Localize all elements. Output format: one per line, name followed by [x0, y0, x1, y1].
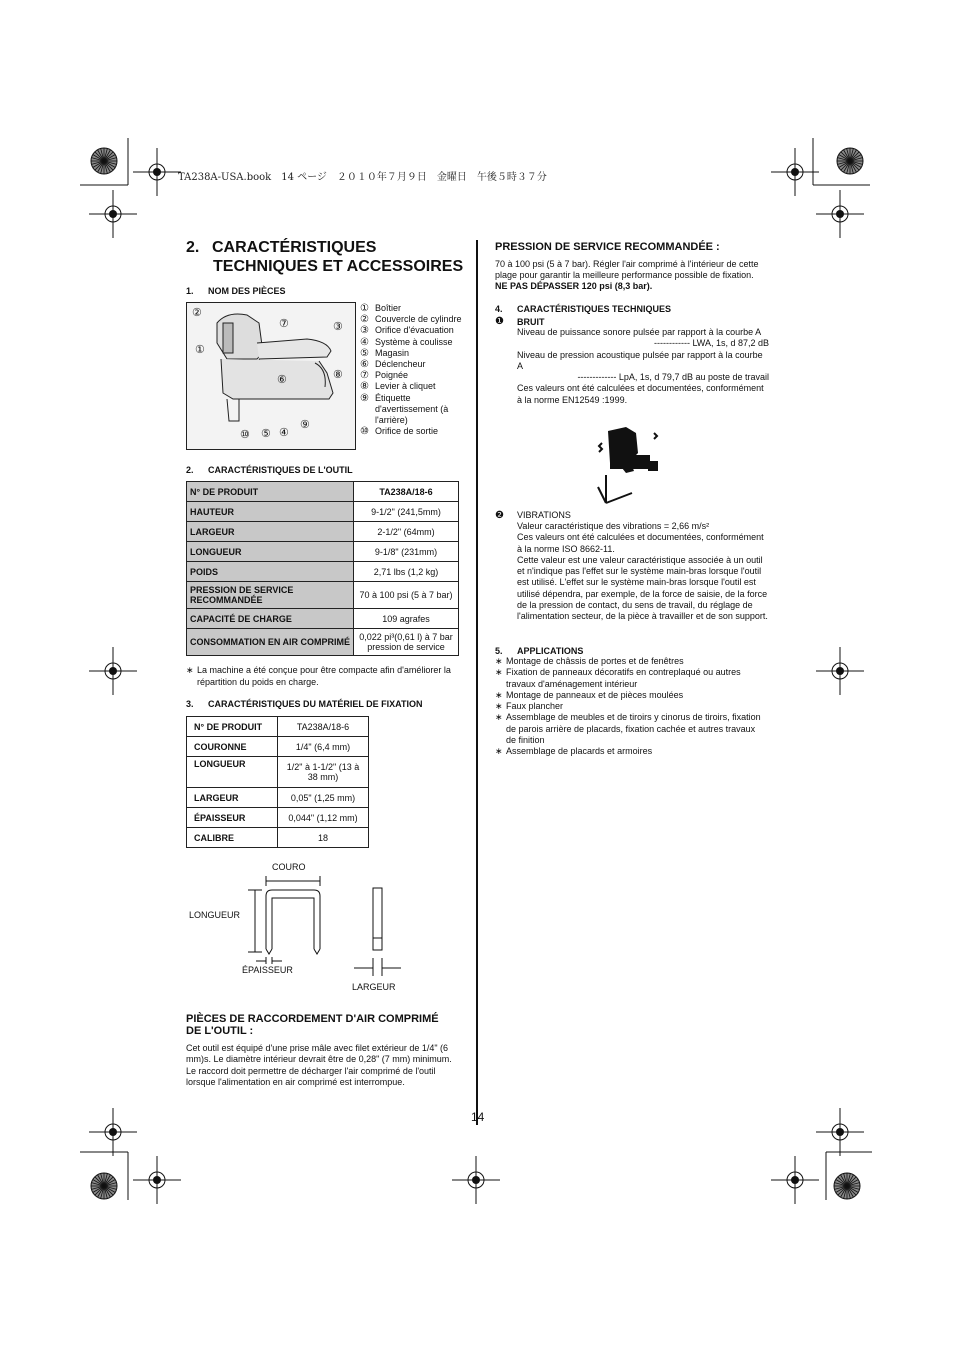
callout-4: ④: [279, 427, 289, 439]
spec-key: COURONNE: [187, 737, 278, 757]
table-row: [187, 542, 459, 562]
item-number: ④: [360, 336, 369, 348]
noise-title: BRUIT: [517, 317, 545, 327]
tech-heading-num: 4.: [495, 304, 503, 314]
item-label: Couvercle de cylindre: [375, 314, 462, 325]
list-item: [360, 426, 470, 437]
callout-7: ⑦: [279, 318, 289, 330]
tool-note: [186, 665, 466, 688]
spec-key: CALIBRE: [187, 828, 278, 848]
staple-diagram: [186, 858, 446, 998]
callout-9: ⑨: [300, 419, 310, 431]
callout-5: ⑤: [261, 428, 271, 440]
callout-2: ②: [192, 307, 202, 319]
column-divider: [476, 240, 478, 1125]
table-row: [187, 788, 369, 808]
list-item: [495, 712, 767, 746]
list-item: [360, 359, 470, 370]
spec-key: LARGEUR: [187, 522, 354, 542]
pressure-warning: NE PAS DÉPASSER 120 psi (8,3 bar).: [495, 281, 653, 291]
noise-line: Niveau de puissance sonore pulsée par rapport à la courbe A: [517, 327, 762, 337]
bullet: ∗: [495, 712, 503, 723]
tool-specs-heading: [186, 465, 353, 475]
connection-title: PIÈCES DE RACCORDEMENT D'AIR COMPRIMÉ DE L'OUTIL :: [186, 1013, 439, 1037]
staple-drawing: [186, 858, 446, 998]
bullet: ∗: [495, 746, 503, 757]
bullet: ∗: [495, 656, 503, 666]
list-item: [360, 337, 470, 348]
spec-key: HAUTEUR: [187, 502, 354, 522]
list-item: [495, 667, 767, 690]
vibration-mark: ❷: [495, 510, 504, 521]
crosshair-icon: [816, 647, 864, 695]
callout-10: ⑩: [240, 429, 250, 441]
table-row: [187, 629, 459, 656]
item-text: Assemblage de meubles et de tiroirs y cinorus de tiroirs, fixation de parois arrière de placards, fixation cachée et autres travaux de finition: [506, 712, 761, 746]
spec-key: PRESSION DE SERVICE RECOMMANDÉE: [187, 582, 354, 609]
item-number: ⑩: [360, 426, 369, 438]
spec-value: TA238A/18-6: [354, 482, 459, 502]
item-number: ⑧: [360, 381, 369, 393]
item-label: Poignée: [375, 370, 409, 381]
longueur-label: LONGUEUR: [189, 910, 241, 920]
vibration-line: Cette valeur est une valeur caractéristique associée à un outil et n'indique pas l'effet sur le système main-bras lorsque l'outil est utilisé. L'effet sur le système main-bras lorsque l'outil est utilisé dépendra, par exemple, de la force de saisie, de la force de la pression de contact, du sens de travail, du réglage de l'alimentation secteur, de la pièce à travailler et de son support.: [517, 554, 768, 622]
item-number: ⑤: [360, 347, 369, 359]
crosshair-icon: [816, 190, 864, 238]
item-text: Fixation de panneaux décoratifs en contreplaqué ou autres travaux d'aménagement intérieur: [506, 667, 741, 689]
table-row: [187, 582, 459, 609]
vibration-line: Ces valeurs ont été calculées et documentées, conformément à la norme ISO 8662-11.: [517, 532, 764, 554]
crosshair-icon: [133, 1156, 181, 1204]
parts-list: [360, 303, 470, 437]
table-row: [187, 522, 459, 542]
spec-key: CONSOMMATION EN AIR COMPRIMÉ: [187, 629, 354, 656]
vibration-title: VIBRATIONS: [517, 510, 571, 520]
spec-value: 1/4" (6,4 mm): [278, 737, 369, 757]
bullet: ∗: [495, 701, 503, 712]
section-title: [186, 238, 476, 276]
spec-value: 9-1/2" (241,5mm): [354, 502, 459, 522]
pressure-text: 70 à 100 psi (5 à 7 bar). Régler l'air comprimé à l'intérieur de cette plage pour garantir la meilleure performance possible de fixation.: [495, 259, 759, 281]
list-item: [495, 746, 767, 757]
pressure-title: PRESSION DE SERVICE RECOMMANDÉE :: [495, 241, 720, 253]
crosshair-icon: [89, 190, 137, 238]
fastener-heading-text: CARACTÉRISTIQUES DU MATÉRIEL DE FIXATION: [208, 699, 423, 709]
couro-label: COURO: [272, 862, 306, 872]
item-number: ②: [360, 314, 369, 326]
note-bullet: ∗: [186, 665, 194, 675]
spec-value: TA238A/18-6: [278, 717, 369, 737]
section-title-line1: CARACTÉRISTIQUES: [212, 239, 377, 256]
item-text: Faux plancher: [506, 701, 564, 712]
page-number: 14: [471, 1110, 485, 1124]
parts-heading-num: 1.: [186, 286, 194, 296]
section-title-line2: TECHNIQUES ET ACCESSOIRES: [213, 258, 464, 275]
fastener-table: [186, 716, 369, 848]
epaisseur-label: ÉPAISSEUR: [242, 965, 293, 975]
applications-list: [495, 656, 767, 758]
item-number: ①: [360, 303, 369, 314]
noise-block: [517, 327, 769, 406]
spec-value: 0,05" (1,25 mm): [278, 788, 369, 808]
vibration-block: [517, 521, 769, 623]
spec-key: LONGUEUR: [187, 542, 354, 562]
tech-heading-text: CARACTÉRISTIQUES TECHNIQUES: [517, 304, 672, 314]
table-row: [187, 609, 459, 629]
spec-key: POIDS: [187, 562, 354, 582]
tech-heading: [495, 304, 671, 314]
applications-heading-text: APPLICATIONS: [517, 646, 584, 656]
table-row: [187, 808, 369, 828]
spec-key: N° DE PRODUIT: [187, 717, 278, 737]
note-text: La machine a été conçue pour être compacte afin d'améliorer la répartition du poids en charge.: [197, 665, 451, 687]
table-row: [187, 717, 369, 737]
spec-key: ÉPAISSEUR: [187, 808, 278, 828]
item-number: ⑨: [360, 392, 369, 404]
spec-key: CAPACITÉ DE CHARGE: [187, 609, 354, 629]
fastener-heading: [186, 699, 423, 709]
item-label: Boîtier: [375, 303, 402, 313]
crosshair-icon: [89, 1108, 137, 1156]
spec-value: 109 agrafes: [354, 609, 459, 629]
spec-key: N° DE PRODUIT: [187, 482, 354, 502]
noise-mark: ❶: [495, 316, 504, 327]
item-label: Déclencheur: [375, 359, 426, 370]
list-item: [360, 303, 470, 314]
applications-heading-num: 5.: [495, 646, 503, 656]
item-number: ⑥: [360, 359, 369, 371]
callout-6: ⑥: [277, 374, 287, 386]
list-item: [495, 690, 767, 701]
table-row: [187, 737, 369, 757]
table-row: [187, 828, 369, 848]
starburst-icon: [91, 1173, 117, 1199]
item-label: Magasin: [375, 347, 410, 358]
starburst-icon: [834, 1173, 860, 1199]
noise-line: Niveau de pression acoustique pulsée par rapport à la courbe A: [517, 349, 763, 371]
list-item: [360, 381, 470, 392]
crosshair-icon: [133, 148, 181, 196]
item-label: Étiquette d'avertissement (à l'arrière): [375, 392, 449, 426]
spec-value: 2-1/2" (64mm): [354, 522, 459, 542]
spec-key: LARGEUR: [187, 788, 278, 808]
table-row: [187, 562, 459, 582]
crosshair-icon: [771, 148, 819, 196]
list-item: [360, 314, 470, 325]
crosshair-icon: [771, 1156, 819, 1204]
starburst-icon: [837, 148, 863, 174]
bullet: ∗: [495, 689, 503, 700]
spec-value: 70 à 100 psi (5 à 7 bar): [354, 582, 459, 609]
list-item: [360, 325, 470, 336]
item-label: Système à coulisse: [375, 336, 453, 347]
spec-value: 0,044" (1,12 mm): [278, 808, 369, 828]
fastener-heading-num: 3.: [186, 699, 194, 709]
item-number: ③: [360, 325, 369, 337]
item-text: Montage de panneaux et de pièces moulées: [506, 689, 684, 700]
callout-8: ⑧: [333, 369, 343, 381]
section-number: 2.: [186, 239, 200, 256]
noise-line: Ces valeurs ont été calculées et documentées, conformément à la norme EN12549 :1999.: [517, 383, 764, 405]
item-label: Orifice d'évacuation: [375, 325, 454, 336]
nailer-drawing: [187, 303, 355, 449]
spec-value: 9-1/8" (231mm): [354, 542, 459, 562]
nailer-illustration: [186, 302, 356, 450]
book-header: TA238A-USA.book 14 ページ ２０１０年７月９日 金曜日 午後５時３７分: [178, 172, 547, 183]
list-item: [495, 656, 767, 667]
crosshair-icon: [89, 647, 137, 695]
spec-key: LONGUEUR: [187, 757, 278, 788]
list-item: [360, 348, 470, 359]
item-label: Orifice de sortie: [375, 426, 439, 437]
largeur-label: LARGEUR: [352, 982, 396, 992]
spec-value: 1/2" à 1-1/2" (13 à 38 mm): [278, 757, 369, 788]
applications-heading: [495, 646, 583, 656]
list-item: [495, 701, 767, 712]
tool-specs-table: [186, 481, 459, 656]
table-row: [187, 757, 369, 788]
spec-value: 2,71 lbs (1,2 kg): [354, 562, 459, 582]
parts-heading-text: NOM DES PIÈCES: [208, 286, 286, 296]
spec-value: 18: [278, 828, 369, 848]
connection-text: Cet outil est équipé d'une prise mâle avec filet extérieur de 1/4" (6 mm)s. Le diamètre intérieur devrait être de 0,28" (7 mm) minimum. Le raccord doit permettre de décharger l'air comprimé de l'outil lorsque l'alimentation en air comprimé est interrompue.: [186, 1043, 452, 1087]
table-row: [187, 502, 459, 522]
parts-heading: [186, 286, 286, 296]
crosshair-icon: [452, 1156, 500, 1204]
starburst-icon: [91, 148, 117, 174]
callout-1: ①: [195, 344, 205, 356]
tool-specs-heading-num: 2.: [186, 465, 194, 475]
list-item: [360, 393, 470, 427]
tool-specs-heading-text: CARACTÉRISTIQUES DE L'OUTIL: [208, 465, 353, 475]
table-row: [187, 482, 459, 502]
noise-lpa: ------------- LpA, 1s, d 79,7 dB au poste de travail: [577, 372, 769, 383]
vibration-icon: [596, 423, 662, 509]
item-text: Montage de châssis de portes et de fenêtres: [506, 656, 684, 666]
item-text: Assemblage de placards et armoires: [506, 746, 653, 757]
bullet: ∗: [495, 667, 503, 678]
item-label: Levier à cliquet: [375, 381, 436, 392]
noise-lwa: ------------ LWA, 1s, d 87,2 dB: [653, 338, 769, 349]
crosshair-icon: [816, 1108, 864, 1156]
list-item: [360, 370, 470, 381]
vibration-value: Valeur caractéristique des vibrations = 2,66 m/s²: [517, 521, 710, 531]
callout-3: ③: [333, 321, 343, 333]
spec-value: 0,022 pi³(0,61 l) à 7 bar pression de service: [354, 629, 459, 656]
item-number: ⑦: [360, 370, 369, 382]
